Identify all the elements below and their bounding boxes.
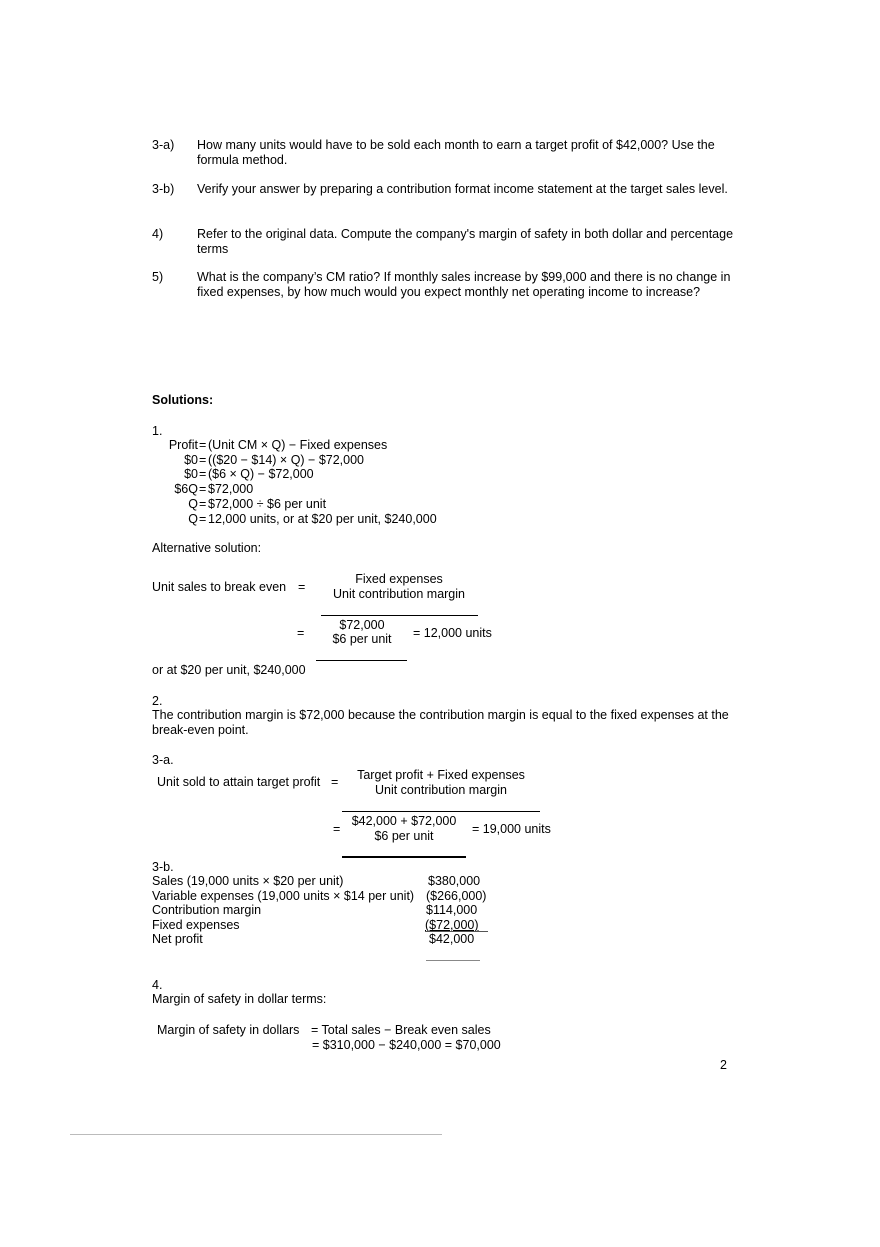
margin-of-safety-label: Margin of safety in dollars [157, 1023, 300, 1037]
income-row-value: ($72,000) [425, 918, 479, 932]
fraction-numerator: Fixed expenses [355, 572, 443, 586]
page-number: 2 [720, 1058, 727, 1072]
question-3b-label: 3-b) [152, 182, 175, 196]
equals-sign: = [331, 775, 339, 789]
income-row-value: $42,000 [429, 932, 475, 946]
question-4-text: Refer to the original data. Compute the company's margin of safety in both dollar and percentage terms [197, 227, 734, 256]
fraction-bar [321, 615, 478, 616]
solution-3a-label: 3-a. [152, 753, 174, 767]
fraction-bar [342, 811, 540, 812]
fraction-numerator: $42,000 + $72,000 [351, 814, 457, 828]
eq-lhs: Q [188, 512, 198, 526]
fraction-bar [342, 856, 466, 858]
eq-sign: = [199, 467, 207, 481]
solution-3b-label: 3-b. [152, 860, 174, 874]
margin-of-safety-value: = $310,000 − $240,000 = $70,000 [312, 1038, 501, 1052]
eq-sign: = [199, 453, 207, 467]
equals-sign: = [298, 580, 306, 594]
income-row-label: Variable expenses (19,000 units × $14 per unit) [152, 889, 415, 903]
eq-rhs: 12,000 units, or at $20 per unit, $240,000 [208, 512, 437, 526]
solution-4-label: 4. [152, 978, 163, 992]
question-5-text: What is the company’s CM ratio? If monthly sales increase by $99,000 and there is no change in fixed expenses, by how much would you expect monthly net operating income to increase? [197, 270, 731, 299]
eq-lhs: $6Q [174, 482, 198, 496]
eq-sign: = [199, 512, 207, 526]
income-row-label: Net profit [152, 932, 203, 946]
question-3a-label: 3-a) [152, 138, 175, 152]
eq-rhs: (($20 − $14) × Q) − $72,000 [208, 453, 365, 467]
eq-lhs: Profit [168, 438, 198, 452]
footer-divider [70, 1134, 442, 1135]
income-row-value: $380,000 [428, 874, 481, 888]
question-4-label: 4) [152, 227, 164, 241]
income-row-label: Sales (19,000 units × $20 per unit) [152, 874, 344, 888]
eq-sign: = [199, 438, 207, 452]
fraction-denominator: Unit contribution margin [332, 587, 465, 601]
fraction-denominator: $6 per unit [374, 829, 434, 843]
question-3a-text: How many units would have to be sold each month to earn a target profit of $42,000? Use the formula method. [197, 138, 715, 167]
double-underline-rule [426, 960, 480, 961]
fraction-result: = 19,000 units [472, 822, 551, 836]
eq-rhs: $72,000 [208, 482, 254, 496]
solution-2-text: The contribution margin is $72,000 because the contribution margin is equal to the fixed expenses at the break-even point. [152, 708, 729, 737]
alternative-solution-label: Alternative solution: [152, 541, 262, 555]
solution-1-label: 1. [152, 424, 163, 438]
solutions-heading: Solutions: [152, 393, 214, 407]
equals-sign: = [297, 626, 305, 640]
fraction-denominator: Unit contribution margin [374, 783, 507, 797]
equals-sign: = [333, 822, 341, 836]
target-profit-label: Unit sold to attain target profit [157, 775, 321, 789]
eq-rhs: $72,000 ÷ $6 per unit [208, 497, 327, 511]
question-5-label: 5) [152, 270, 164, 284]
margin-of-safety-formula: = Total sales − Break even sales [311, 1023, 491, 1037]
eq-lhs: Q [188, 497, 198, 511]
income-row-label: Contribution margin [152, 903, 262, 917]
eq-lhs: $0 [184, 453, 198, 467]
question-3b-text: Verify your answer by preparing a contribution format income statement at the target sales level. [197, 182, 728, 196]
eq-rhs: ($6 × Q) − $72,000 [208, 467, 314, 481]
eq-lhs: $0 [184, 467, 198, 481]
income-row-value: ($266,000) [426, 889, 487, 903]
eq-rhs: (Unit CM × Q) − Fixed expenses [208, 438, 388, 452]
solution-4-heading: Margin of safety in dollar terms: [152, 992, 327, 1006]
fraction-numerator: $72,000 [339, 618, 385, 632]
eq-sign: = [199, 482, 207, 496]
fraction-bar [316, 660, 407, 661]
eq-sign: = [199, 497, 207, 511]
fraction-numerator: Target profit + Fixed expenses [357, 768, 525, 782]
solution-2-label: 2. [152, 694, 163, 708]
income-row-label: Fixed expenses [152, 918, 240, 932]
fraction-denominator: $6 per unit [332, 632, 392, 646]
break-even-label: Unit sales to break even [152, 580, 287, 594]
income-row-value: $114,000 [426, 903, 478, 917]
break-even-dollars: or at $20 per unit, $240,000 [152, 663, 306, 677]
fraction-result: = 12,000 units [413, 626, 492, 640]
